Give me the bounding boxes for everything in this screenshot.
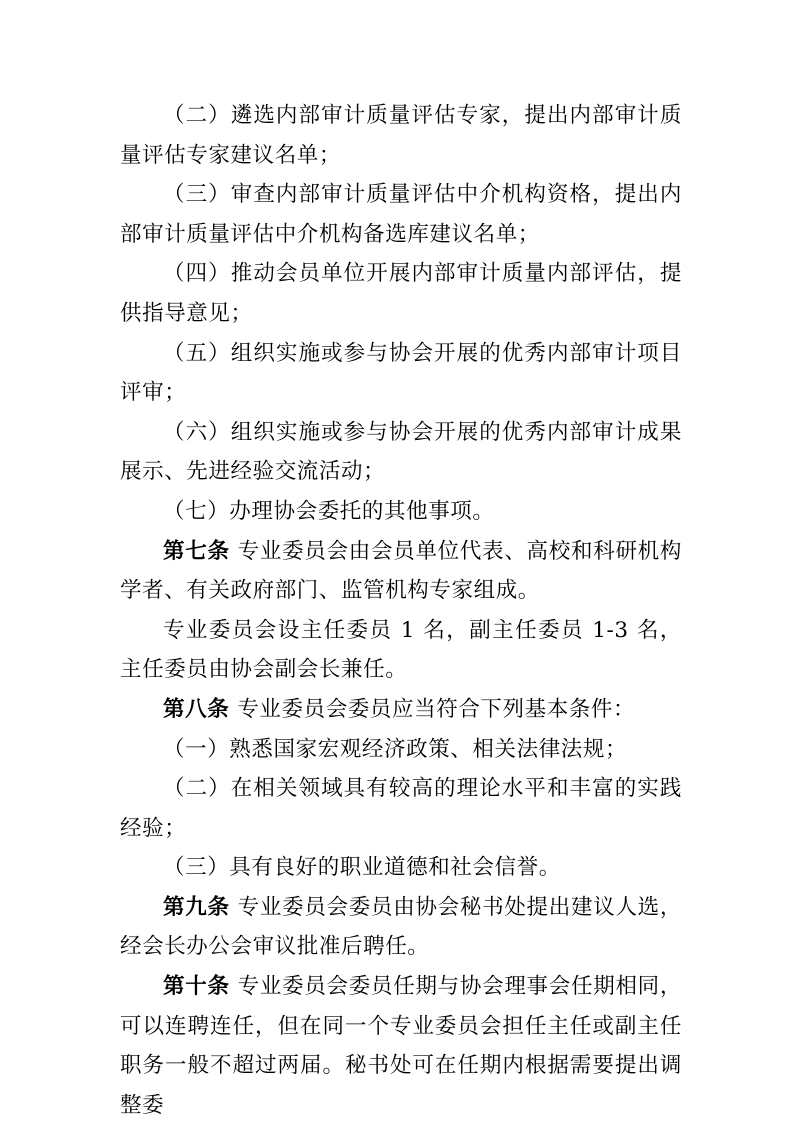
paragraph-text: 专业委员会由会员单位代表、高校和科研机构学者、有关政府部门、监管机构专家组成。 [120, 538, 682, 604]
paragraph-text: 专业委员会委员应当符合下列基本条件： [237, 696, 636, 722]
article-8-item-3 [120, 848, 682, 888]
paragraph-text: （二）遴选内部审计质量评估专家，提出内部审计质量评估专家建议名单； [120, 103, 682, 168]
paragraph-text: （四）推动会员单位开展内部审计质量内部评估，提供指导意见； [120, 261, 682, 326]
paragraph-text: （三）具有良好的职业道德和社会信誉。 [163, 855, 561, 881]
paragraph-3 [120, 175, 682, 254]
document-body [120, 96, 682, 1125]
paragraph-7 [120, 492, 682, 532]
paragraph-text: （一）熟悉国家宏观经济政策、相关法律法规； [163, 736, 628, 762]
article-heading: 第七条 [163, 538, 230, 564]
paragraph-text: （二）在相关领域具有较高的理论水平和丰富的实践经验； [120, 776, 682, 841]
paragraph-6 [120, 413, 682, 492]
paragraph-4 [120, 254, 682, 333]
article-heading: 第八条 [163, 696, 230, 722]
article-7-clause [120, 611, 682, 690]
article-heading: 第十条 [163, 974, 230, 1000]
paragraph-text: （三）审查内部审计质量评估中介机构资格，提出内部审计质量评估中介机构备选库建议名单； [120, 182, 682, 247]
paragraph-text: 专业委员会委员任期与协会理事会任期相同，可以连聘连任，但在同一个专业委员会担任主任或副主任职务一般不超过两届。秘书处可在任期内根据需要提出调整委 [120, 974, 682, 1118]
paragraph-text: （六）组织实施或参与协会开展的优秀内部审计成果展示、先进经验交流活动； [120, 419, 682, 485]
paragraph-text: （七）办理协会委托的其他事项。 [163, 498, 495, 524]
article-7 [120, 532, 682, 611]
article-heading: 第九条 [163, 894, 230, 920]
article-10 [120, 967, 682, 1125]
paragraph-text: （五）组织实施或参与协会开展的优秀内部审计项目评审； [120, 340, 682, 406]
paragraph-text: 专业委员会设主任委员 1 名，副主任委员 1-3 名，主任委员由协会副会长兼任。 [120, 617, 682, 683]
paragraph-5 [120, 334, 682, 413]
article-8-item-2 [120, 769, 682, 848]
article-8 [120, 690, 682, 730]
paragraph-2 [120, 96, 682, 175]
article-9 [120, 888, 682, 967]
article-8-item-1 [120, 730, 682, 770]
paragraph-text: 专业委员会委员由协会秘书处提出建议人选，经会长办公会审议批准后聘任。 [120, 894, 682, 960]
